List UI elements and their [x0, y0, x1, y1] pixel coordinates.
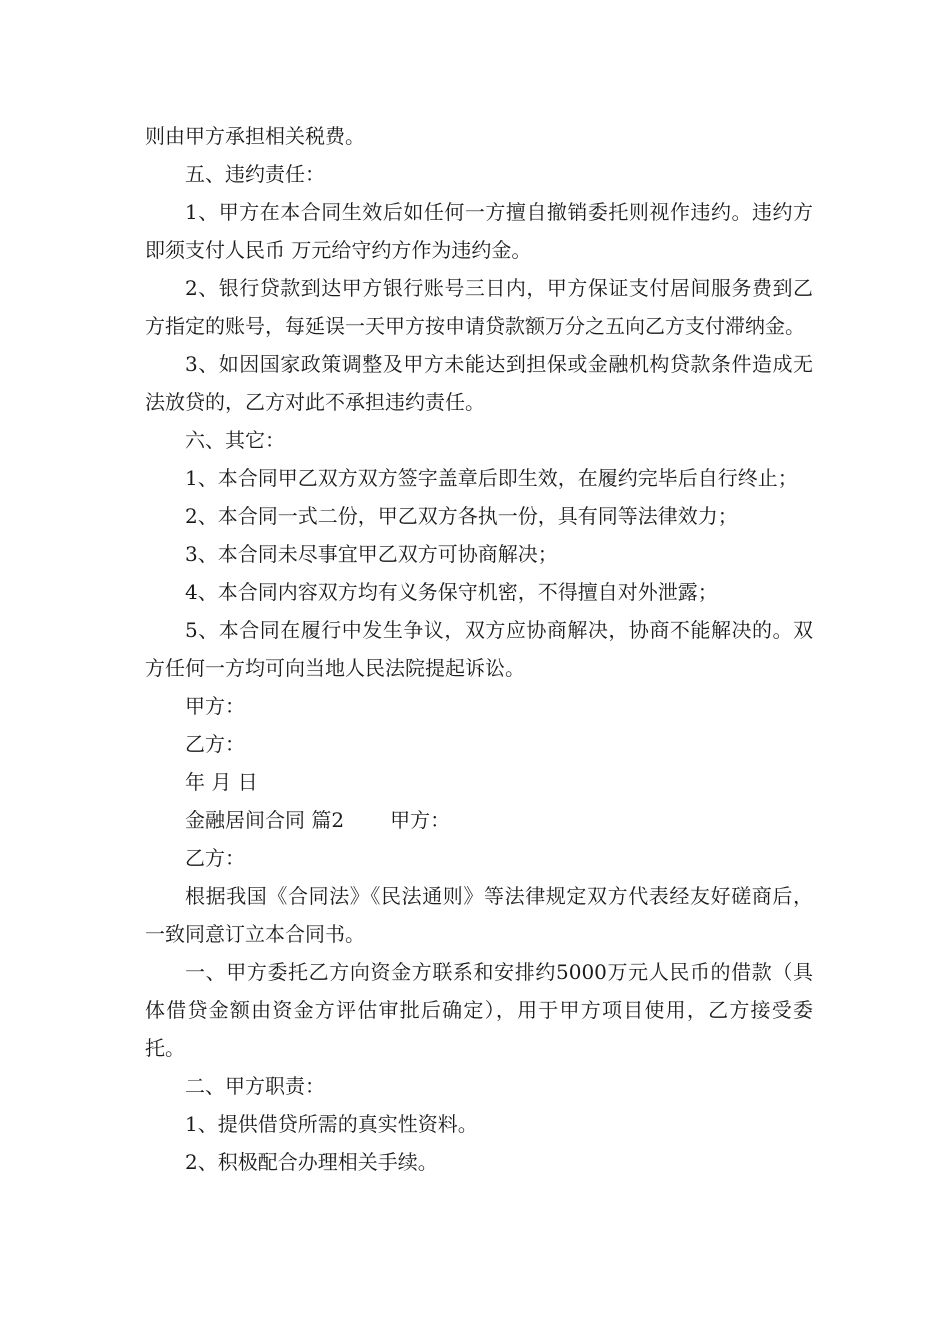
signature-date: 年 月 日 [185, 770, 258, 794]
paragraph: 一、甲方委托乙方向资金方联系和安排约5000万元人民币的借款（具体借贷金额由资金方评估审批后确定），用于甲方项目使用，乙方接受委托。 [145, 960, 813, 1060]
section-heading-breach: 五、违约责任： [185, 162, 325, 186]
contract-party-b: 乙方： [185, 846, 245, 870]
paragraph: 2、银行贷款到达甲方银行账号三日内，甲方保证支付居间服务费到乙方指定的账号，每延误一天甲方按申请贷款额万分之五向乙方支付滞纳金。 [145, 276, 813, 338]
signature-party-a: 甲方： [185, 694, 245, 718]
paragraph: 根据我国《合同法》《民法通则》等法律规定双方代表经友好磋商后，一致同意订立本合同书。 [145, 884, 813, 946]
paragraph: 2、积极配合办理相关手续。 [185, 1150, 438, 1174]
paragraph: 1、本合同甲乙双方双方签字盖章后即生效，在履约完毕后自行终止； [185, 466, 798, 490]
contract-party-a: 甲方： [390, 808, 451, 832]
paragraph: 则由甲方承担相关税费。 [145, 124, 365, 148]
contract-title: 金融居间合同 篇2 [185, 808, 345, 832]
paragraph: 4、本合同内容双方均有义务保守机密，不得擅自对外泄露； [185, 580, 718, 604]
paragraph: 3、本合同未尽事宜甲乙双方可协商解决； [185, 542, 558, 566]
signature-party-b: 乙方： [185, 732, 245, 756]
paragraph: 2、本合同一式二份，甲乙双方各执一份，具有同等法律效力； [185, 504, 738, 528]
section-heading-other: 六、其它： [185, 428, 285, 452]
contract-heading-line [145, 801, 813, 839]
document-body [145, 117, 813, 1181]
paragraph: 1、甲方在本合同生效后如任何一方擅自撤销委托则视作违约。违约方即须支付人民币 万元给守约方作为违约金。 [145, 200, 813, 262]
paragraph: 5、本合同在履行中发生争议，双方应协商解决，协商不能解决的。双方任何一方均可向当地人民法院提起诉讼。 [145, 618, 813, 680]
section-heading-duties: 二、甲方职责： [185, 1074, 325, 1098]
paragraph: 3、如因国家政策调整及甲方未能达到担保或金融机构贷款条件造成无法放贷的，乙方对此不承担违约责任。 [145, 352, 813, 414]
paragraph: 1、提供借贷所需的真实性资料。 [185, 1112, 478, 1136]
